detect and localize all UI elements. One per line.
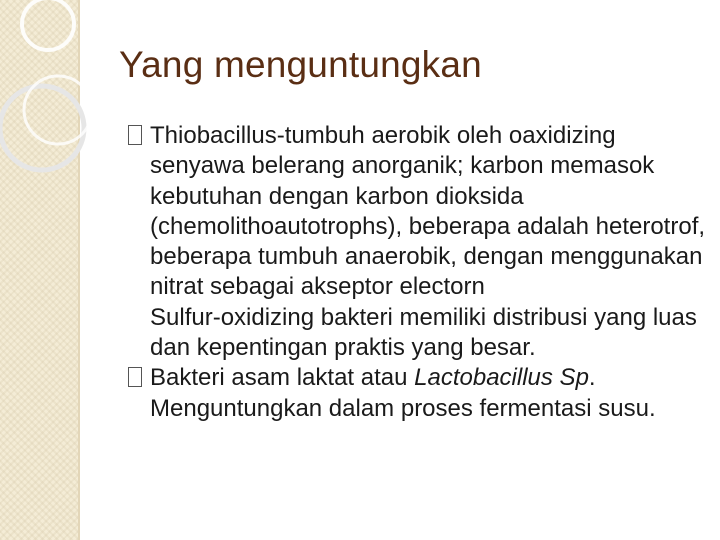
bullet-square-icon [128, 125, 142, 145]
slide-title: Yang menguntungkan [119, 44, 482, 85]
bullet-continuation-sulfur: Sulfur-oxidizing bakteri memiliki distribusi yang luas dan kepentingan praktis yang besar. [150, 303, 697, 362]
bullet-text-italic: Lactobacillus Sp [414, 364, 589, 392]
slide-body [128, 121, 708, 424]
bullet-item-thiobacillus [128, 121, 708, 303]
bullet-item-lactobacillus [128, 363, 708, 424]
bullet-text-after: . Menguntungkan dalam proses fermentasi susu. [150, 364, 656, 422]
bullet-square-icon [128, 367, 142, 387]
bullet-text: Thiobacillus-tumbuh aerobik oleh oaxidizing senyawa belerang anorganik; karbon memasok kebutuhan dengan karbon dioksida (chemolithoautotrophs), beberapa adalah heterotrof, beberapa tumbuh anaerobik, dengan menggunakan nitrat sebagai akseptor electorn [150, 122, 706, 301]
bullet-text-before: Bakteri asam laktat atau [150, 364, 415, 392]
